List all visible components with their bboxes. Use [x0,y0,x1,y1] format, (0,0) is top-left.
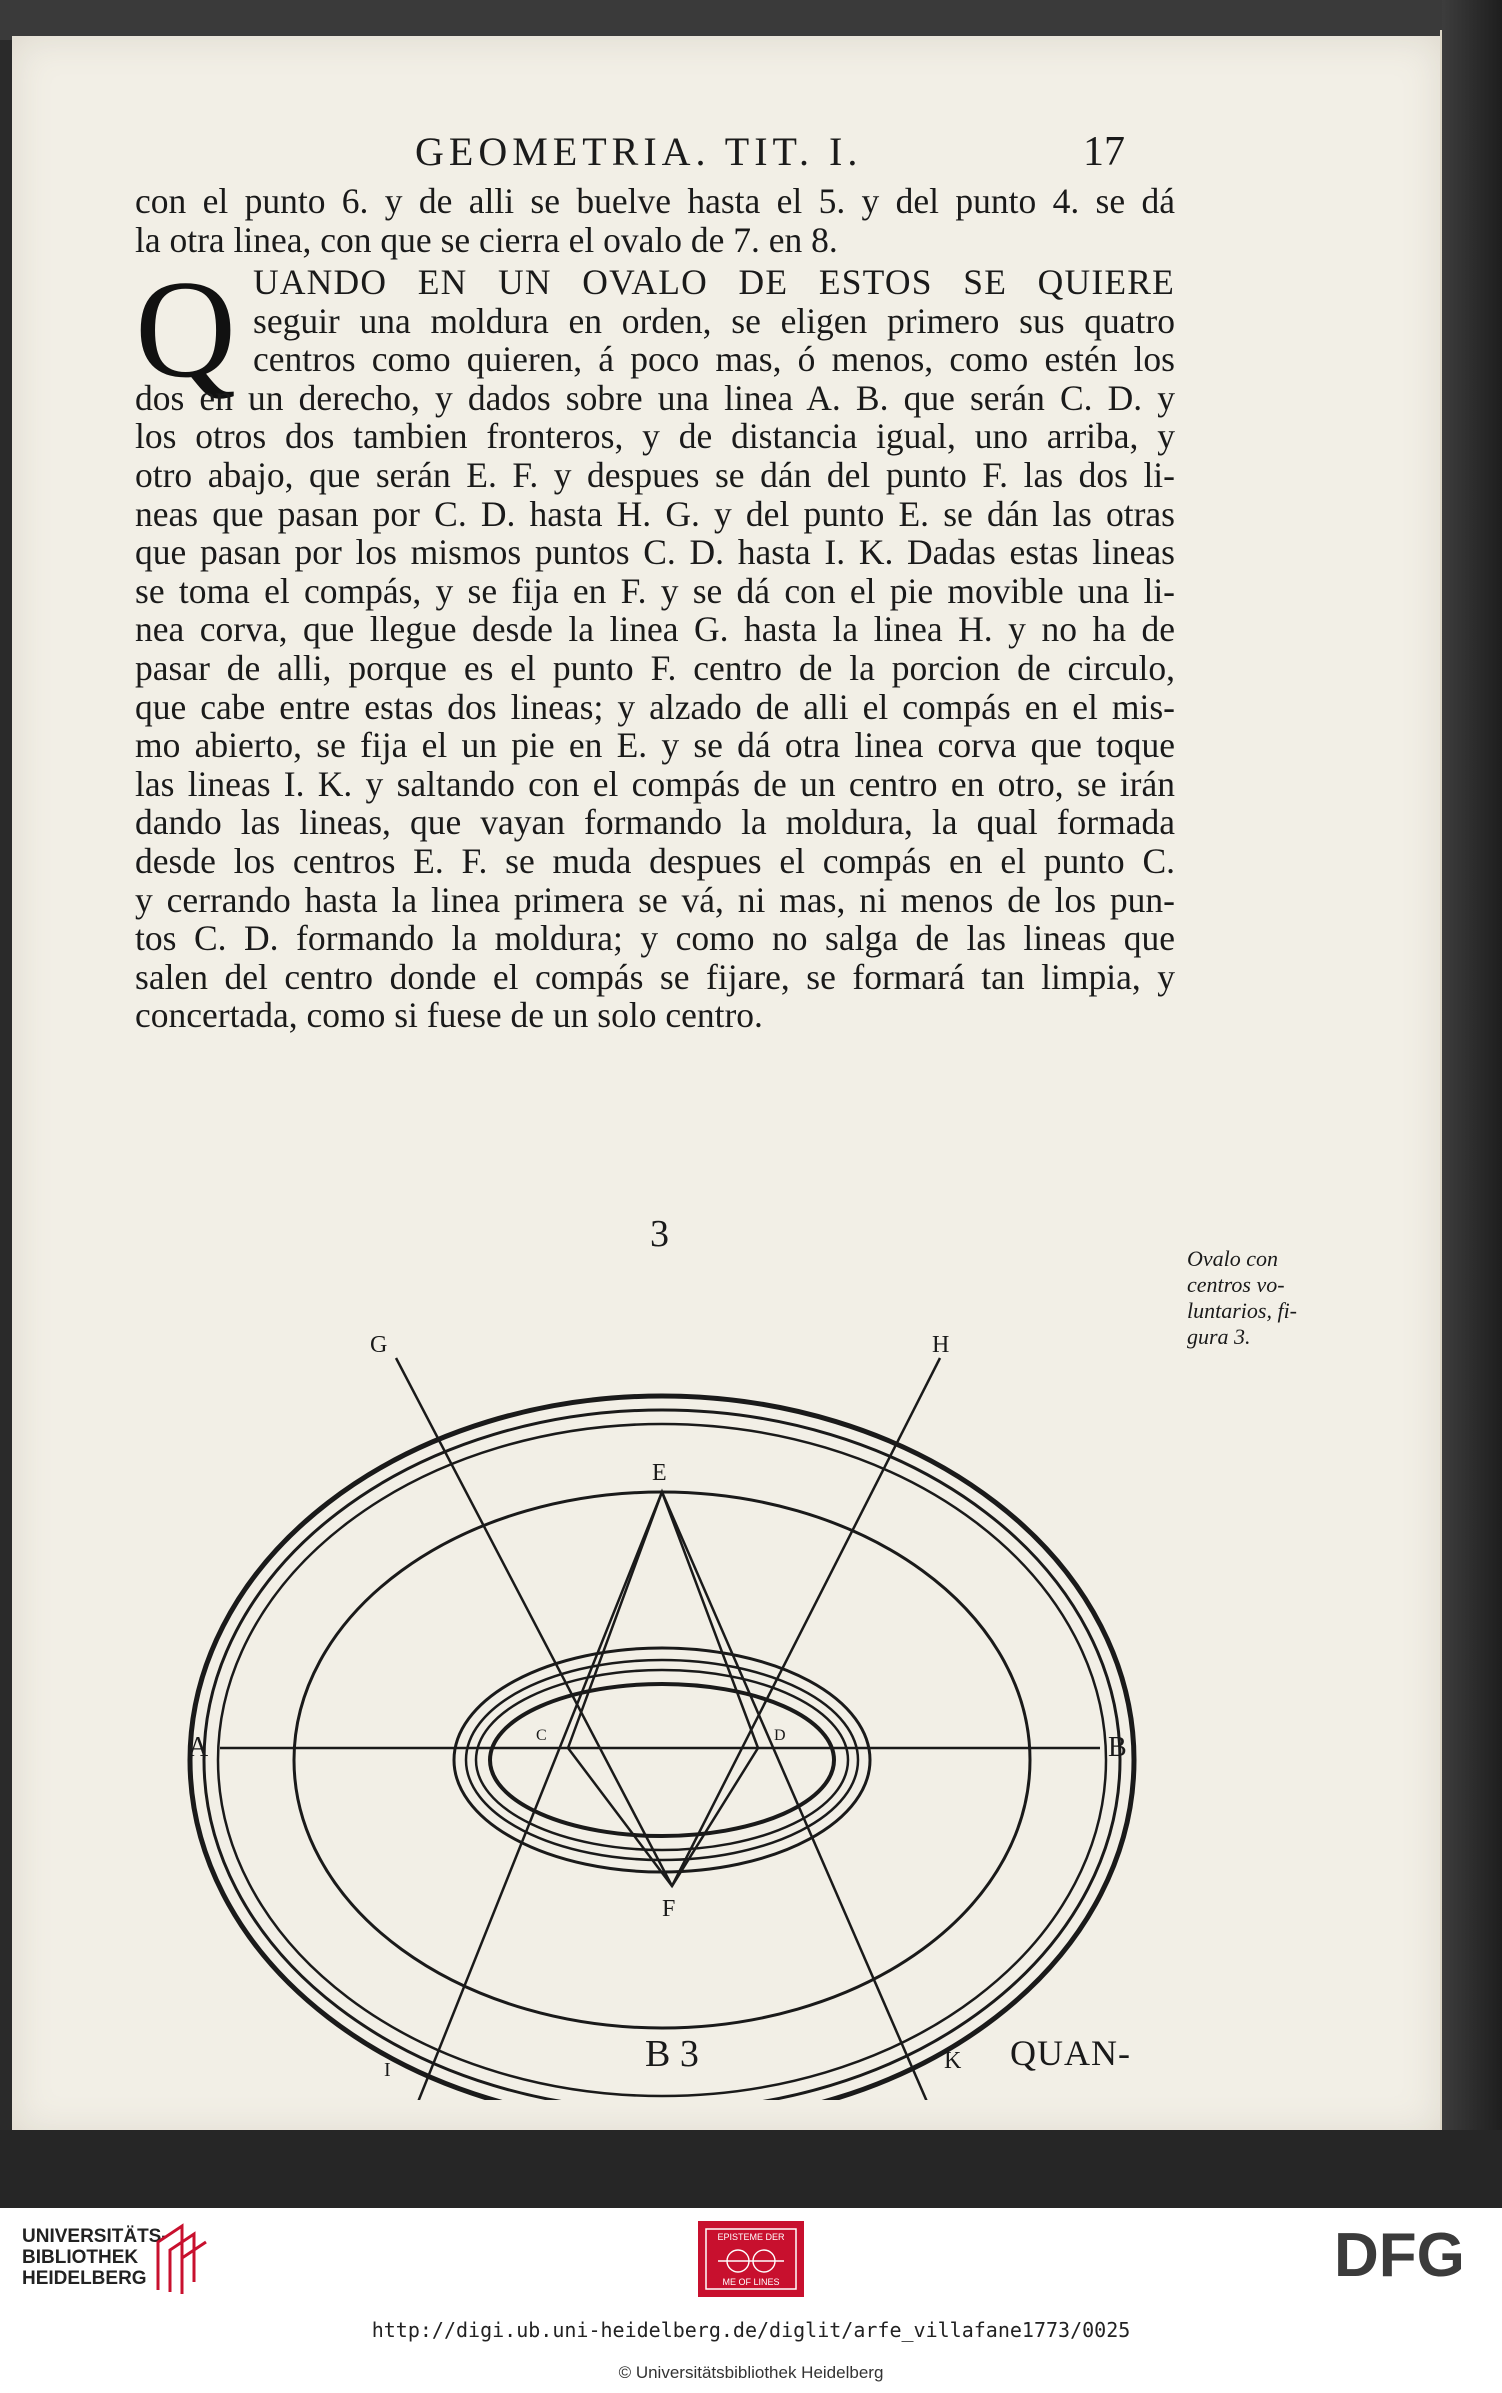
label-f: F [662,1896,676,1922]
margin-note-line: Ovalo con [1187,1246,1279,1271]
drop-cap: Q [135,252,237,407]
text-line: la otra linea, con que se cierra el ovalo de 7. en 8. [135,219,838,260]
text-line: que pasan por los mismos puntos C. D. hasta I. K. Dadas estas lineas [135,532,1175,573]
oval-inner-1 [454,1648,870,1872]
margin-note-line: centros vo- [1187,1272,1285,1297]
margin-note-line: luntarios, fi- [1187,1298,1298,1323]
catchword: QUAN- [1010,2033,1131,2073]
oval-inner-4 [490,1684,834,1836]
text-line: UANDO EN UN OVALO DE ESTOS SE QUIERE [253,262,1175,302]
label-c: C [536,1727,547,1744]
margin-note-line: gura 3. [1187,1324,1251,1349]
label-a: A [188,1732,209,1763]
ub-name-line: UNIVERSITÄTS- [22,2226,168,2247]
ub-heidelberg-name[interactable] [22,2226,168,2289]
text-line: se toma el compás, y se fija en F. y se dá con el pie movible una li- [135,570,1175,611]
ub-name-line: BIBLIOTHEK [22,2247,139,2268]
figure-number: 3 [650,1213,669,1255]
text-line: y cerrando hasta la linea primera se vá, ni mas, ni menos de los pun- [135,879,1175,920]
ub-name-line: HEIDELBERG [22,2268,147,2289]
oval-outer-3 [218,1424,1106,2096]
text-line: nea corva, que llegue desde la linea G. hasta la linea H. y no ha de [135,609,1175,650]
running-head-title: GEOMETRIA. TIT. I. [415,129,863,174]
text-line: otro abajo, que serán E. F. y despues se dán del punto F. las dos li- [135,454,1175,495]
permalink-url[interactable]: http://digi.ub.uni-heidelberg.de/diglit/arfe_villafane1773/0025 [371,2318,1131,2342]
label-h: H [932,1332,950,1358]
oval-inner-3 [476,1670,848,1850]
triangle-upper [568,1492,758,1748]
text-line: seguir una moldura en orden, se eligen primero sus quatro [253,300,1175,341]
oval-middle [294,1492,1030,2028]
running-header [0,128,1502,188]
oval-diagram [180,1240,1170,2100]
label-e: E [652,1460,667,1486]
page-number: 17 [1083,129,1125,175]
text-line: dos en un derecho, y dados sobre una linea A. B. que serán C. D. y [135,377,1175,418]
dfg-logo-icon[interactable] [1334,2222,1484,2284]
text-line: que cabe entre estas dos lineas; y alzado de alli el compás en el mis- [135,686,1175,727]
svg-text:DFG: DFG [1334,2222,1465,2284]
text-line: tos C. D. formando la moldura; y como no salga de las lineas que [135,918,1175,959]
line-e-k [662,1492,948,2100]
paragraph-2 [135,252,1175,1036]
text-line: centros como quieren, á poco mas, ó menos, como estén los [253,339,1175,380]
text-line: concertada, como si fuese de un solo centro. [135,995,763,1036]
text-line: desde los centros E. F. se muda despues el compás en el punto C. [135,840,1175,881]
oval-outer-2 [204,1410,1120,2100]
label-b: B [1108,1732,1127,1763]
label-g: G [370,1332,388,1358]
text-line: mo abierto, se fija el un pie en E. y se dá otra linea corva que toque [135,725,1175,766]
paragraph-1 [135,182,1175,259]
label-k: K [944,2048,962,2074]
text-line: pasar de alli, porque es el punto F. centro de la porcion de circulo, [135,647,1175,688]
text-line: neas que pasan por C. D. hasta H. G. y del punto E. se dán las otras [135,493,1175,534]
svg-text:ME OF LINES: ME OF LINES [722,2277,780,2287]
text-line: los otros dos tambien fronteros, y de distancia igual, uno arriba, y [135,416,1175,457]
svg-text:EPISTEME DER: EPISTEME DER [717,2232,785,2242]
scan-border-right [1442,0,1502,2208]
episteme-logo-icon[interactable] [698,2221,804,2297]
text-line: con el punto 6. y de alli se buelve hasta el 5. y del punto 4. se dá [135,181,1175,221]
label-d: D [774,1727,786,1744]
text-line: salen del centro donde el compás se fijare, se formará tan limpia, y [135,956,1175,997]
line-f-h [672,1358,940,1886]
text-line: dando las lineas, que vayan formando la moldura, la qual formada [135,802,1175,843]
margin-note [1187,1246,1347,1350]
copyright-notice: © Universitätsbibliothek Heidelberg [618,2363,884,2382]
scan-border-top [0,0,1502,40]
scan-border-bottom [0,2130,1502,2208]
label-i: I [384,2059,391,2081]
ub-logo-icon[interactable] [152,2220,210,2296]
oval-inner-2 [466,1660,858,1860]
signature-mark: B 3 [645,2033,699,2075]
text-line: las lineas I. K. y saltando con el compás de un centro en otro, se irán [135,763,1175,804]
